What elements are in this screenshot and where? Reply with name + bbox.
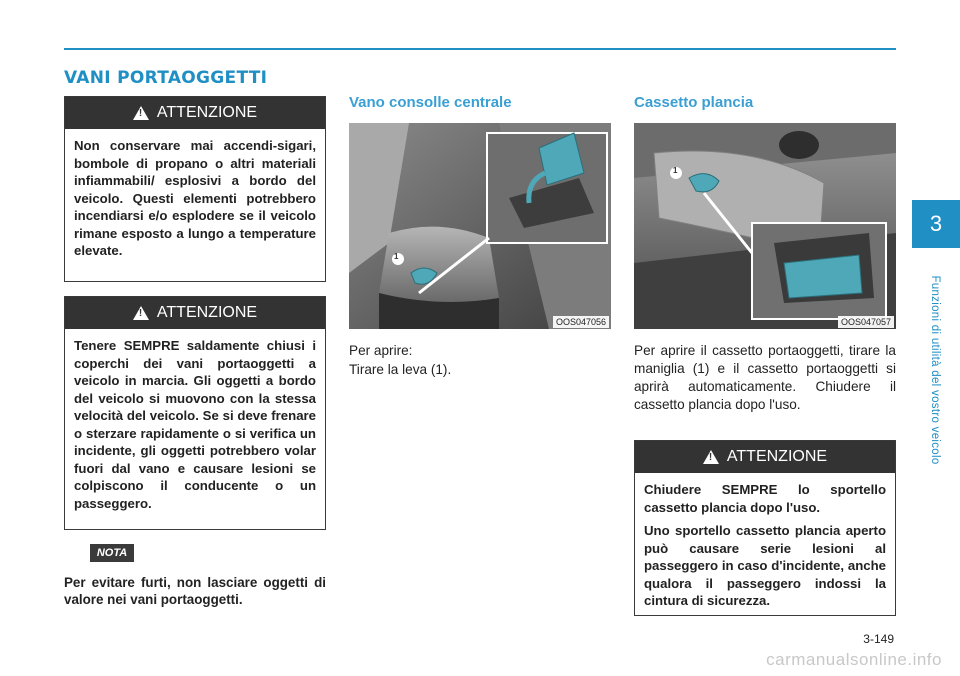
console-step-1: Per aprire: bbox=[349, 343, 413, 358]
nota-text: Per evitare furti, non lasciare oggetti di valore nei vani portaoggetti. bbox=[64, 575, 326, 607]
warning-triangle-icon bbox=[133, 106, 149, 120]
warning-header-label: ATTENZIONE bbox=[726, 448, 828, 465]
glovebox-title: Cassetto plancia bbox=[634, 94, 754, 111]
console-image bbox=[349, 123, 611, 329]
warning-body bbox=[65, 129, 325, 268]
glovebox-text: Per aprire il cassetto portaoggetti, tirare la maniglia (1) e il cassetto portaoggetti si aprirà automaticamente. Chiudere il cassetto plancia dopo l'uso. bbox=[634, 343, 896, 412]
nota-badge: NOTA bbox=[90, 544, 134, 562]
warning-header-label: ATTENZIONE bbox=[156, 104, 258, 121]
console-step-2: Tirare la leva (1). bbox=[349, 362, 452, 377]
section-title: VANI PORTAOGGETTI bbox=[64, 68, 268, 88]
warning-text: Tenere SEMPRE saldamente chiusi i coperchi dei vani portaoggetti a veicolo in marcia. Gli oggetti a bordo del veicolo si muovono con la stessa velocità del veicolo. Se si deve frenare o sterzare rapidamente o si verifica un incidente, gli oggetti potrebbero volar fuori dal vano e causare lesioni se colpiscono il conducente o un passeggero. bbox=[74, 338, 316, 511]
warning-box-flammables bbox=[64, 96, 326, 282]
glovebox-illustration bbox=[634, 123, 896, 329]
page-number: 3-149 bbox=[863, 632, 894, 646]
glovebox-callout: 1 bbox=[673, 166, 678, 175]
console-title: Vano consolle centrale bbox=[349, 94, 512, 111]
warning-header-label: ATTENZIONE bbox=[156, 304, 258, 321]
console-callout: 1 bbox=[394, 252, 399, 261]
warning-triangle-icon bbox=[703, 450, 719, 464]
warning-box-glovebox bbox=[634, 440, 896, 616]
warning-text: Uno sportello cassetto plancia aperto può causare serie lesioni al passeggero in caso d'incidente, anche qualora il passeggero indossi la cintura di sicurezza. bbox=[644, 523, 886, 608]
warning-box-closed-lids bbox=[64, 296, 326, 530]
console-illustration bbox=[349, 123, 611, 329]
console-image-code: OOS047056 bbox=[553, 316, 609, 328]
warning-triangle-icon bbox=[133, 306, 149, 320]
warning-text: Non conservare mai accendi-sigari, bombole di propano o altri materiali infiammabili/ esplosivi a bordo del veicolo. Questi elementi potrebbero incendiarsi e/o esplodere se il veicolo rimane esposto a lungo a temperature elevate. bbox=[74, 138, 316, 258]
glovebox-image bbox=[634, 123, 896, 329]
warning-body bbox=[635, 473, 895, 618]
chapter-side-label: Funzioni di utilità del vostro veicolo bbox=[929, 275, 941, 465]
warning-header bbox=[635, 441, 895, 473]
warning-text: Chiudere SEMPRE lo sportello cassetto plancia dopo l'uso. bbox=[644, 482, 886, 515]
glovebox-image-code: OOS047057 bbox=[838, 316, 894, 328]
warning-body bbox=[65, 329, 325, 520]
warning-header bbox=[65, 97, 325, 129]
top-rule bbox=[64, 48, 896, 50]
watermark: carmanualsonline.info bbox=[766, 650, 942, 669]
chapter-tab: 3 bbox=[912, 200, 960, 248]
warning-header bbox=[65, 297, 325, 329]
